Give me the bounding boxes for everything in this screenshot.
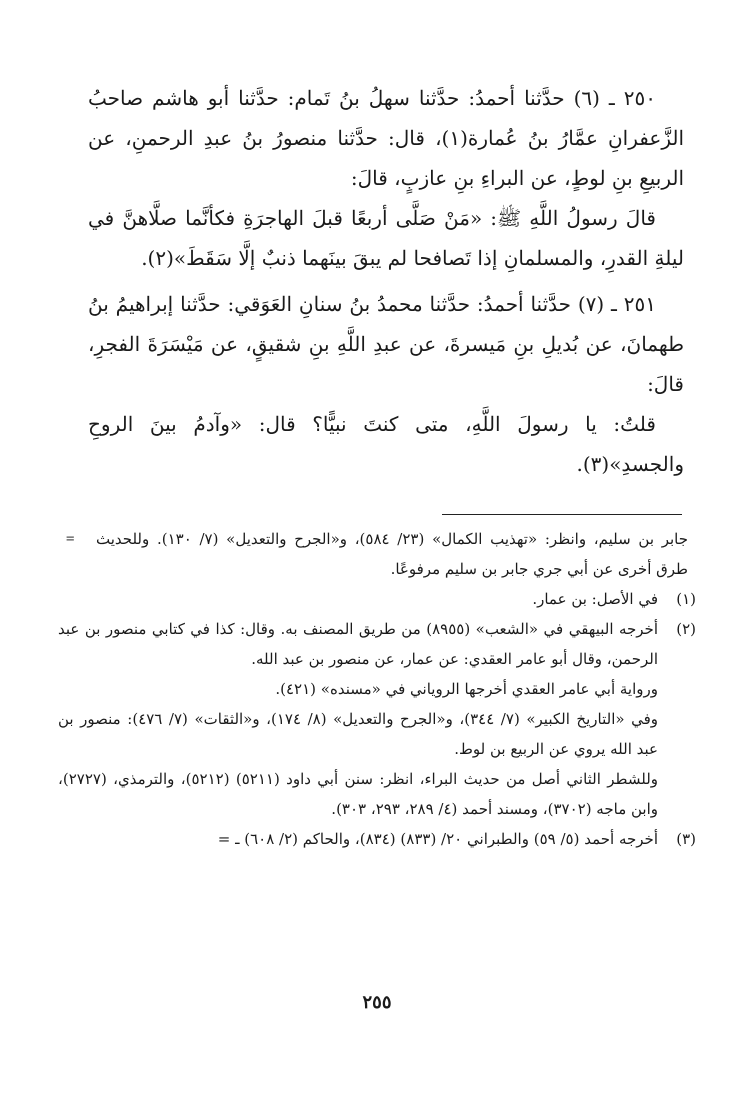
continuation-marker: = [66,531,75,547]
hadith-250-text: قالَ رسولُ اللَّهِ ﷺ: «مَنْ صَلَّى أربعًا قبلَ الهاجرَةِ فكأنَّما صلَّاهنَّ في ليلةِ القدرِ، والمسلمانِ إذا تَصافحا لم يبقَ بينَهما ذنبٌ إلَّا سَقَطَ»(٢). [88,206,684,270]
footnote-2 [58,614,696,824]
footnote-number: (١) [676,590,696,608]
footnote-line: أخرجه البيهقي في «الشعب» (٨٩٥٥) من طريق المصنف به. وقال: كذا في كتابي منصور بن عبد الرحمن، وقال أبو عامر العقدي: عن عمار، عن منصور بن عبد الله. [58,620,658,668]
main-text [88,78,684,484]
footnote-3 [58,824,696,854]
footnote-1 [58,584,696,614]
hadith-250-chain: ٢٥٠ ـ (٦) حدَّثنا أحمدُ: حدَّثنا سهلُ بنُ تَمام: حدَّثنا أبو هاشم صاحبُ الزَّعفرانِ عمَّارُ بنُ عُمارة(١)، قال: حدَّثنا منصورُ بنُ عبدِ الرحمنِ، عن الربيعِ بنِ لوطٍ، عن البراءِ بنِ عازبٍ، قالَ: [88,86,685,190]
footnote-continuation-text: جابر بن سليم، وانظر: «تهذيب الكمال» (٢٣/ ٥٨٤)، و«الجرح والتعديل» (٧/ ١٣٠). وللحديث طرق أخرى عن أبي جري جابر بن سليم مرفوعًا. [96,530,689,578]
footnote-continuation [58,524,696,584]
footnote-line: أخرجه أحمد (٥/ ٥٩) والطبراني ٢٠/ (٨٣٣) (٨٣٤)، والحاكم (٢/ ٦٠٨) ـ = [217,830,658,848]
footnote-number: (٣) [676,830,696,848]
footnote-line: في الأصل: بن عمار. [532,590,658,608]
hadith-251-text: قلتُ: يا رسولَ اللَّهِ، متى كنتَ نبيًّا؟ قال: «وآدمُ بينَ الروحِ والجسدِ»(٣). [88,412,684,476]
footnote-number: (٢) [676,620,696,638]
footnote-line: ورواية أبي عامر العقدي أخرجها الروياني في «مسنده» (٤٢١). [275,680,658,698]
footnote-line: وفي «التاريخ الكبير» (٧/ ٣٤٤)، و«الجرح والتعديل» (٨/ ١٧٤)، و«الثقات» (٧/ ٤٧٦): منصور بن عبد الله يروي عن الربيع بن لوط. [58,710,659,758]
footnote-text [58,584,658,614]
footnotes [58,524,696,854]
footnote-separator [442,514,682,515]
hadith-251-chain: ٢٥١ ـ (٧) حدَّثنا أحمدُ: حدَّثنا محمدُ بنُ سنانِ العَوَقي: حدَّثنا إبراهيمُ بنُ طهمانَ، عن بُديلِ بنِ مَيسرةَ، عن عبدِ اللَّهِ بنِ شقيقٍ، عن مَيْسَرَةَ الفجرِ، قالَ: [88,292,684,396]
footnote-text [58,614,658,824]
page-number: ٢٥٥ [362,992,392,1013]
footnote-text [58,824,658,854]
footnote-line: وللشطر الثاني أصل من حديث البراء، انظر: سنن أبي داود (٥٢١١) (٥٢١٢)، والترمذي، (٢٧٢٧)، وابن ماجه (٣٧٠٢)، ومسند أحمد (٤/ ٢٨٩، ٢٩٣، ٣٠٣). [58,770,659,818]
